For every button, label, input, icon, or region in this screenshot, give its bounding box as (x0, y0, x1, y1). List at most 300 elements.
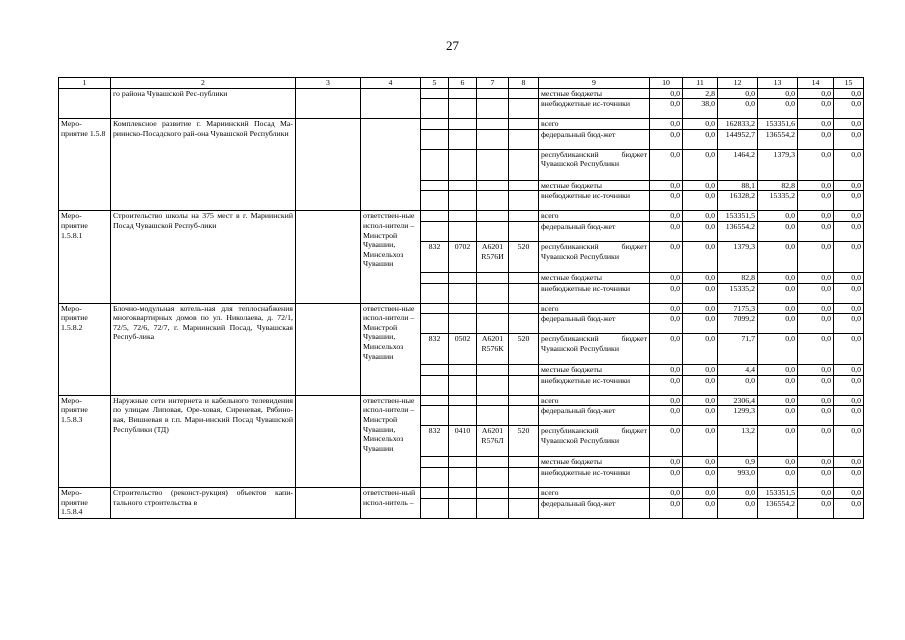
value-cell: 0,0 (650, 272, 683, 283)
value-cell: 0,0 (798, 498, 834, 518)
rz-code (449, 149, 477, 180)
grbs-code (421, 467, 449, 487)
rz-code (449, 467, 477, 487)
value-cell: 0,0 (834, 180, 864, 191)
value-cell: 0,0 (683, 191, 718, 211)
value-cell: 0,0 (683, 406, 718, 426)
value-cell: 0,0 (758, 241, 798, 272)
csr-code (477, 487, 509, 498)
csr-code: A6201 R576К (477, 334, 509, 365)
event-name: Наружные сети интернета и кабельного телевидения по улицам Липовая, Оре-ховая, Сиреневая, Рябино-вая, Вишневая в г.п. Мари-инский Посад Чувашской Республики (ТД) (111, 395, 296, 487)
value-cell: 16328,2 (718, 191, 758, 211)
value-cell: 0,0 (718, 99, 758, 119)
value-cell: 0,0 (798, 457, 834, 468)
value-cell: 0,0 (683, 283, 718, 303)
value-cell: 0,0 (834, 221, 864, 241)
rz-code (449, 119, 477, 130)
grbs-code (421, 149, 449, 180)
value-cell: 0,0 (683, 375, 718, 395)
rz-code: 0502 (449, 334, 477, 365)
value-cell: 0,0 (683, 129, 718, 149)
csr-code (477, 314, 509, 334)
vr-code (509, 395, 539, 406)
value-cell: 153351,5 (718, 211, 758, 222)
value-cell: 0,0 (683, 395, 718, 406)
value-cell: 0,0 (758, 303, 798, 314)
budget-source: внебюджетные ис-точники (539, 283, 650, 303)
column-header: 9 (539, 78, 650, 89)
rz-code (449, 283, 477, 303)
value-cell: 0,0 (683, 314, 718, 334)
value-cell: 0,0 (834, 314, 864, 334)
value-cell: 0,0 (758, 99, 798, 119)
column-header: 13 (758, 78, 798, 89)
value-cell: 0,0 (798, 365, 834, 376)
value-cell: 82,8 (758, 180, 798, 191)
value-cell: 0,0 (834, 365, 864, 376)
value-cell: 2,8 (683, 88, 718, 99)
value-cell: 0,0 (798, 334, 834, 365)
value-cell: 0,0 (798, 467, 834, 487)
grbs-code (421, 395, 449, 406)
csr-code (477, 303, 509, 314)
event-label (59, 88, 111, 119)
rz-code (449, 314, 477, 334)
value-cell: 0,0 (718, 498, 758, 518)
grbs-code (421, 99, 449, 119)
value-cell: 0,0 (798, 180, 834, 191)
csr-code (477, 191, 509, 211)
grbs-code (421, 498, 449, 518)
value-cell: 0,0 (650, 283, 683, 303)
value-cell: 0,0 (834, 457, 864, 468)
rz-code (449, 272, 477, 283)
vr-code (509, 99, 539, 119)
event-label: Меро-приятие 1.5.8.3 (59, 395, 111, 487)
csr-code (477, 119, 509, 130)
value-cell: 0,0 (834, 375, 864, 395)
value-cell: 0,0 (798, 283, 834, 303)
value-cell: 0,0 (798, 272, 834, 283)
value-cell: 0,0 (650, 314, 683, 334)
grbs-code (421, 375, 449, 395)
budget-source: республиканский бюджет Чувашской Республики (539, 426, 650, 457)
grbs-code (421, 314, 449, 334)
csr-code (477, 211, 509, 222)
grbs-code (421, 180, 449, 191)
value-cell: 7099,2 (718, 314, 758, 334)
value-cell: 0,0 (798, 88, 834, 99)
column-header: 7 (477, 78, 509, 89)
grbs-code (421, 303, 449, 314)
vr-code (509, 314, 539, 334)
budget-source: федеральный бюд-жет (539, 498, 650, 518)
value-cell: 13,2 (718, 426, 758, 457)
rz-code (449, 221, 477, 241)
budget-source: всего (539, 303, 650, 314)
value-cell: 0,0 (798, 375, 834, 395)
value-cell: 0,0 (650, 334, 683, 365)
value-cell: 0,0 (758, 314, 798, 334)
table-row (59, 487, 864, 498)
value-cell: 0,0 (650, 149, 683, 180)
value-cell: 0,0 (798, 395, 834, 406)
budget-source: внебюджетные ис-точники (539, 467, 650, 487)
value-cell: 0,0 (834, 149, 864, 180)
value-cell: 0,0 (650, 88, 683, 99)
header-row (59, 78, 864, 89)
value-cell: 162833,2 (718, 119, 758, 130)
value-cell: 0,0 (758, 221, 798, 241)
value-cell: 0,0 (683, 426, 718, 457)
budget-source: всего (539, 395, 650, 406)
value-cell: 0,0 (834, 129, 864, 149)
value-cell: 0,0 (718, 375, 758, 395)
vr-code (509, 283, 539, 303)
value-cell: 0,0 (718, 487, 758, 498)
rz-code (449, 99, 477, 119)
rz-code: 0702 (449, 241, 477, 272)
column-header: 15 (834, 78, 864, 89)
value-cell: 0,0 (650, 406, 683, 426)
value-cell: 0,0 (834, 88, 864, 99)
value-cell: 0,0 (683, 303, 718, 314)
value-cell: 0,0 (683, 180, 718, 191)
column-header: 5 (421, 78, 449, 89)
value-cell: 0,0 (834, 119, 864, 130)
value-cell: 0,0 (683, 498, 718, 518)
vr-code (509, 119, 539, 130)
value-cell: 0,0 (650, 395, 683, 406)
value-cell: 993,0 (718, 467, 758, 487)
value-cell: 0,0 (650, 467, 683, 487)
value-cell: 0,0 (683, 334, 718, 365)
page-number: 27 (446, 38, 459, 53)
value-cell: 0,0 (650, 119, 683, 130)
value-cell: 0,0 (834, 303, 864, 314)
value-cell: 82,8 (718, 272, 758, 283)
value-cell: 1299,3 (718, 406, 758, 426)
budget-source: федеральный бюд-жет (539, 406, 650, 426)
grbs-code (421, 365, 449, 376)
value-cell: 0,0 (650, 303, 683, 314)
value-cell: 0,0 (758, 375, 798, 395)
value-cell: 0,0 (683, 119, 718, 130)
csr-code (477, 365, 509, 376)
event-name: Комплексное развитие г. Мариинский Посад Ма-риинско-Посадского рай-она Чувашской Республики (111, 119, 296, 211)
value-cell: 144952,7 (718, 129, 758, 149)
responsible (361, 119, 421, 211)
responsible: ответствен-ный испол-нитель – (361, 487, 421, 518)
budget-source: местные бюджеты (539, 365, 650, 376)
value-cell: 0,0 (834, 241, 864, 272)
event-label: Меро-приятие 1.5.8 (59, 119, 111, 211)
rz-code (449, 303, 477, 314)
vr-code (509, 191, 539, 211)
budget-source: республиканский бюджет Чувашской Республики (539, 241, 650, 272)
value-cell: 0,0 (758, 88, 798, 99)
value-cell: 0,0 (798, 426, 834, 457)
value-cell: 0,0 (758, 426, 798, 457)
value-cell: 0,0 (718, 88, 758, 99)
table-row (59, 395, 864, 406)
value-cell: 0,0 (650, 191, 683, 211)
value-cell: 0,0 (834, 211, 864, 222)
rz-code (449, 395, 477, 406)
grbs-code (421, 272, 449, 283)
budget-source: местные бюджеты (539, 457, 650, 468)
value-cell: 2306,4 (718, 395, 758, 406)
value-cell: 0,0 (834, 283, 864, 303)
grbs-code (421, 457, 449, 468)
value-cell: 0,0 (650, 487, 683, 498)
value-cell: 0,0 (798, 314, 834, 334)
value-cell: 0,0 (834, 272, 864, 283)
value-cell: 0,0 (798, 487, 834, 498)
responsible: ответствен-ные испол-нители – Минстрой Чувашии, Минсельхоз Чувашии (361, 211, 421, 303)
value-cell: 7175,3 (718, 303, 758, 314)
value-cell: 0,0 (834, 487, 864, 498)
rz-code (449, 457, 477, 468)
vr-code (509, 272, 539, 283)
value-cell: 0,0 (798, 241, 834, 272)
rz-code (449, 129, 477, 149)
event-label: Меро-приятие 1.5.8.2 (59, 303, 111, 395)
column-header: 1 (59, 78, 111, 89)
vr-code (509, 149, 539, 180)
grbs-code: 832 (421, 334, 449, 365)
col3 (296, 119, 361, 211)
responsible: ответствен-ные испол-нители – Минстрой Чувашии, Минсельхоз Чувашии (361, 395, 421, 487)
responsible: ответствен-ные испол-нители – Минстрой Чувашии, Минсельхоз Чувашии (361, 303, 421, 395)
rz-code (449, 498, 477, 518)
value-cell: 0,0 (683, 467, 718, 487)
value-cell: 88,1 (718, 180, 758, 191)
value-cell: 0,0 (683, 365, 718, 376)
grbs-code: 832 (421, 426, 449, 457)
grbs-code (421, 119, 449, 130)
value-cell: 0,0 (683, 272, 718, 283)
event-label: Меро-приятие 1.5.8.4 (59, 487, 111, 518)
vr-code (509, 180, 539, 191)
value-cell: 0,0 (683, 221, 718, 241)
csr-code (477, 375, 509, 395)
vr-code (509, 129, 539, 149)
grbs-code (421, 283, 449, 303)
grbs-code (421, 487, 449, 498)
value-cell: 0,0 (650, 99, 683, 119)
value-cell: 136554,2 (718, 221, 758, 241)
value-cell: 0,0 (798, 149, 834, 180)
grbs-code (421, 129, 449, 149)
csr-code (477, 129, 509, 149)
event-name: Блочно-модульная котель-ная для теплоснабжения многоквартирных домов по ул. Николаева, д. 72/1, 72/5, 72/6, 72/7, г. Мариинский Посад, Чувашская Респуб-лика (111, 303, 296, 395)
csr-code (477, 395, 509, 406)
csr-code (477, 272, 509, 283)
grbs-code (421, 88, 449, 99)
value-cell: 0,0 (758, 406, 798, 426)
table-row (59, 211, 864, 222)
value-cell: 0,0 (650, 375, 683, 395)
value-cell: 1379,3 (758, 149, 798, 180)
budget-source: республиканский бюджет Чувашской Республики (539, 334, 650, 365)
value-cell: 0,0 (650, 498, 683, 518)
value-cell: 0,0 (834, 191, 864, 211)
rz-code (449, 487, 477, 498)
value-cell: 1379,3 (718, 241, 758, 272)
vr-code (509, 88, 539, 99)
col3 (296, 395, 361, 487)
csr-code: A6201 R576Л (477, 426, 509, 457)
budget-source: всего (539, 119, 650, 130)
vr-code (509, 457, 539, 468)
value-cell: 0,9 (718, 457, 758, 468)
budget-source: республиканский бюджет Чувашской Республики (539, 149, 650, 180)
value-cell: 4,4 (718, 365, 758, 376)
value-cell: 0,0 (683, 457, 718, 468)
rz-code (449, 191, 477, 211)
csr-code (477, 498, 509, 518)
value-cell: 0,0 (683, 149, 718, 180)
vr-code (509, 406, 539, 426)
csr-code (477, 149, 509, 180)
value-cell: 0,0 (834, 467, 864, 487)
grbs-code: 832 (421, 241, 449, 272)
rz-code (449, 88, 477, 99)
csr-code (477, 457, 509, 468)
value-cell: 0,0 (758, 272, 798, 283)
csr-code (477, 283, 509, 303)
grbs-code (421, 406, 449, 426)
column-header: 12 (718, 78, 758, 89)
value-cell: 0,0 (650, 241, 683, 272)
grbs-code (421, 191, 449, 211)
value-cell: 0,0 (758, 365, 798, 376)
vr-code (509, 221, 539, 241)
col3 (296, 303, 361, 395)
event-name: го района Чувашской Рес-публики (111, 88, 296, 119)
csr-code (477, 88, 509, 99)
value-cell: 153351,6 (758, 119, 798, 130)
value-cell: 38,0 (683, 99, 718, 119)
value-cell: 71,7 (718, 334, 758, 365)
vr-code: 520 (509, 334, 539, 365)
value-cell: 0,0 (798, 191, 834, 211)
responsible (361, 88, 421, 119)
value-cell: 0,0 (650, 211, 683, 222)
csr-code (477, 180, 509, 191)
vr-code (509, 375, 539, 395)
budget-source: внебюджетные ис-точники (539, 99, 650, 119)
csr-code: A6201 R576И (477, 241, 509, 272)
value-cell: 0,0 (758, 334, 798, 365)
value-cell: 0,0 (834, 498, 864, 518)
value-cell: 15335,2 (718, 283, 758, 303)
column-header: 2 (111, 78, 296, 89)
rz-code (449, 375, 477, 395)
value-cell: 0,0 (683, 241, 718, 272)
vr-code (509, 487, 539, 498)
vr-code (509, 211, 539, 222)
col3 (296, 88, 361, 119)
csr-code (477, 406, 509, 426)
rz-code (449, 406, 477, 426)
value-cell: 0,0 (834, 334, 864, 365)
value-cell: 0,0 (683, 211, 718, 222)
budget-source: местные бюджеты (539, 272, 650, 283)
value-cell: 0,0 (758, 283, 798, 303)
value-cell: 0,0 (650, 180, 683, 191)
event-name: Строительство (реконст-рукция) объектов капи-тального строительства в (111, 487, 296, 518)
budget-source: федеральный бюд-жет (539, 314, 650, 334)
grbs-code (421, 211, 449, 222)
csr-code (477, 467, 509, 487)
value-cell: 136554,2 (758, 498, 798, 518)
value-cell: 0,0 (834, 426, 864, 457)
vr-code (509, 365, 539, 376)
value-cell: 15335,2 (758, 191, 798, 211)
value-cell: 0,0 (650, 129, 683, 149)
value-cell: 136554,2 (758, 129, 798, 149)
rz-code (449, 211, 477, 222)
budget-source: местные бюджеты (539, 88, 650, 99)
value-cell: 0,0 (798, 303, 834, 314)
budget-source: внебюджетные ис-точники (539, 375, 650, 395)
budget-source: местные бюджеты (539, 180, 650, 191)
value-cell: 0,0 (834, 395, 864, 406)
column-header: 8 (509, 78, 539, 89)
column-header: 4 (361, 78, 421, 89)
value-cell: 0,0 (798, 129, 834, 149)
value-cell: 153351,5 (758, 487, 798, 498)
column-header: 3 (296, 78, 361, 89)
column-header: 6 (449, 78, 477, 89)
budget-source: всего (539, 487, 650, 498)
value-cell: 0,0 (798, 211, 834, 222)
value-cell: 0,0 (798, 221, 834, 241)
value-cell: 0,0 (758, 467, 798, 487)
value-cell: 0,0 (650, 426, 683, 457)
column-header: 14 (798, 78, 834, 89)
column-header: 10 (650, 78, 683, 89)
value-cell: 0,0 (650, 457, 683, 468)
event-name: Строительство школы на 375 мест в г. Мариинский Посад Чувашской Респуб-лики (111, 211, 296, 303)
vr-code: 520 (509, 426, 539, 457)
rz-code: 0410 (449, 426, 477, 457)
table-row (59, 88, 864, 99)
value-cell: 0,0 (834, 406, 864, 426)
value-cell: 0,0 (834, 99, 864, 119)
vr-code (509, 498, 539, 518)
value-cell: 1464,2 (718, 149, 758, 180)
rz-code (449, 180, 477, 191)
budget-source: федеральный бюд-жет (539, 221, 650, 241)
table-row (59, 303, 864, 314)
budget-source: всего (539, 211, 650, 222)
value-cell: 0,0 (758, 457, 798, 468)
vr-code: 520 (509, 241, 539, 272)
event-label: Меро-приятие 1.5.8.1 (59, 211, 111, 303)
grbs-code (421, 221, 449, 241)
column-header: 11 (683, 78, 718, 89)
csr-code (477, 221, 509, 241)
rz-code (449, 365, 477, 376)
value-cell: 0,0 (798, 99, 834, 119)
vr-code (509, 303, 539, 314)
value-cell: 0,0 (758, 395, 798, 406)
col3 (296, 211, 361, 303)
value-cell: 0,0 (683, 487, 718, 498)
